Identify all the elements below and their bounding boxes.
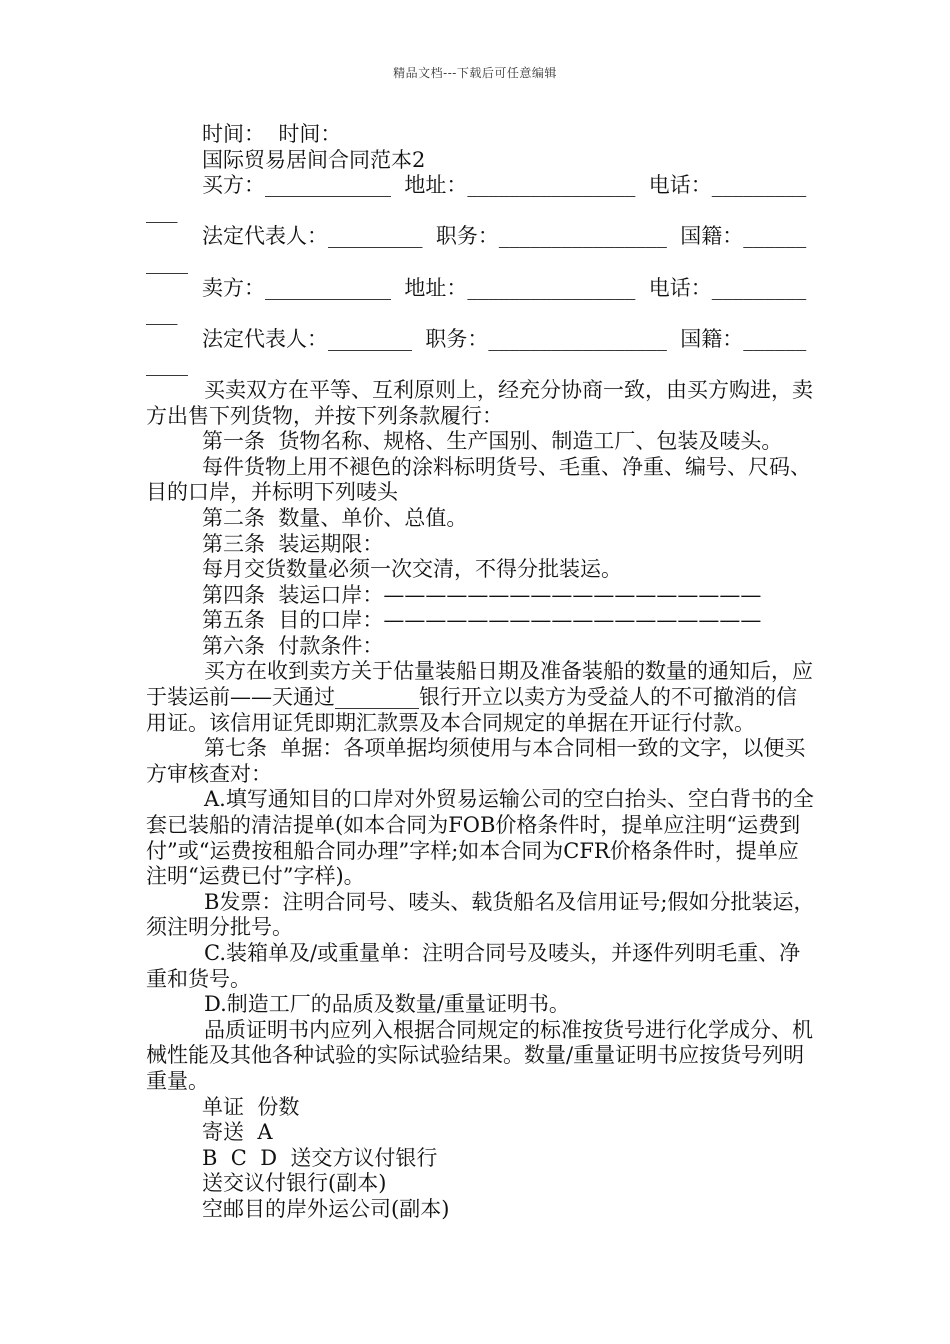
quality-certificate-paragraph: 品质证明书内应列入根据合同规定的标准按货号进行化学成分、机械性能及其他各种试验的实际试验结果。数量/重量证明书应按货号列明重量。 (146, 1017, 813, 1093)
buyer-line: 买方：____________ 地址：________________ 电话：____________ (146, 173, 807, 223)
article-1-text: 每件货物上用不褪色的涂料标明货号、毛重、净重、编号、尺码、目的口岸，并标明下列唛头 (146, 454, 811, 505)
article-5-heading: 第五条 目的口岸：—————————————————— (202, 608, 762, 633)
airmail-copy-line: 空邮目的岸外运公司(副本) (202, 1196, 450, 1221)
article-6-heading: 第六条 付款条件： (202, 633, 384, 658)
doc-title: 国际贸易居间合同范本2 (202, 147, 426, 172)
article-6-text: 买方在收到卖方关于估量装船日期及准备装船的数量的通知后，应于装运前——天通过________银行开立以卖方为受益人的不可撤消的信用证。该信用证凭即期汇款票及本合同规定的单据在开证行付款。 (146, 659, 813, 735)
time-line: 时间： 时间： (202, 122, 342, 146)
document-item-d: D.制造工厂的品质及数量/重量证明书。 (204, 992, 570, 1017)
send-line-bcd: B C D 送交方议付银行 (202, 1145, 438, 1170)
seller-rep-line: 法定代表人：________ 职务：_________________ 国籍：__________ (146, 326, 807, 377)
page-header: 精品文档---下载后可任意编辑 (393, 66, 557, 80)
send-bank-copy-line: 送交议付银行(副本) (202, 1171, 387, 1196)
article-2-heading: 第二条 数量、单价、总值。 (202, 505, 468, 530)
document-item-c: C.装箱单及/或重量单：注明合同号及唛头，并逐件列明毛重、净重和货号。 (146, 941, 801, 991)
documents-count-line: 单证 份数 (202, 1094, 300, 1119)
send-line-a: 寄送 A (202, 1120, 273, 1145)
article-4-heading: 第四条 装运口岸：—————————————————— (202, 582, 762, 607)
article-1-heading: 第一条 货物名称、规格、生产国别、制造工厂、包装及唛头。 (202, 429, 783, 454)
article-7-heading: 第七条 单据：各项单据均须使用与本合同相一致的文字，以便买方审核查对： (146, 736, 806, 786)
document-item-a: A.填写通知目的口岸对外贸易运输公司的空白抬头、空白背书的全套已装船的清洁提单(如本合同为FOB价格条件时，提单应注明“运费到付”或“运费按租船合同办理”字样;如本合同为CFR价格条件时，提单应注明“运费已付”字样)。 (146, 787, 814, 889)
article-3-heading: 第三条 装运期限： (202, 531, 384, 556)
preamble-paragraph: 买卖双方在平等、互利原则上，经充分协商一致，由买方购进，卖方出售下列货物，并按下列条款履行： (146, 377, 813, 428)
article-3-text: 每月交货数量必须一次交清，不得分批装运。 (202, 557, 622, 582)
seller-line: 卖方：____________ 地址：________________ 电话：____________ (146, 275, 807, 326)
buyer-rep-line: 法定代表人：_________ 职务：________________ 国籍：__________ (146, 224, 807, 274)
contract-body (146, 122, 816, 1223)
document-item-b: B发票：注明合同号、唛头、载货船名及信用证号;假如分批装运，须注明分批号。 (146, 889, 815, 940)
